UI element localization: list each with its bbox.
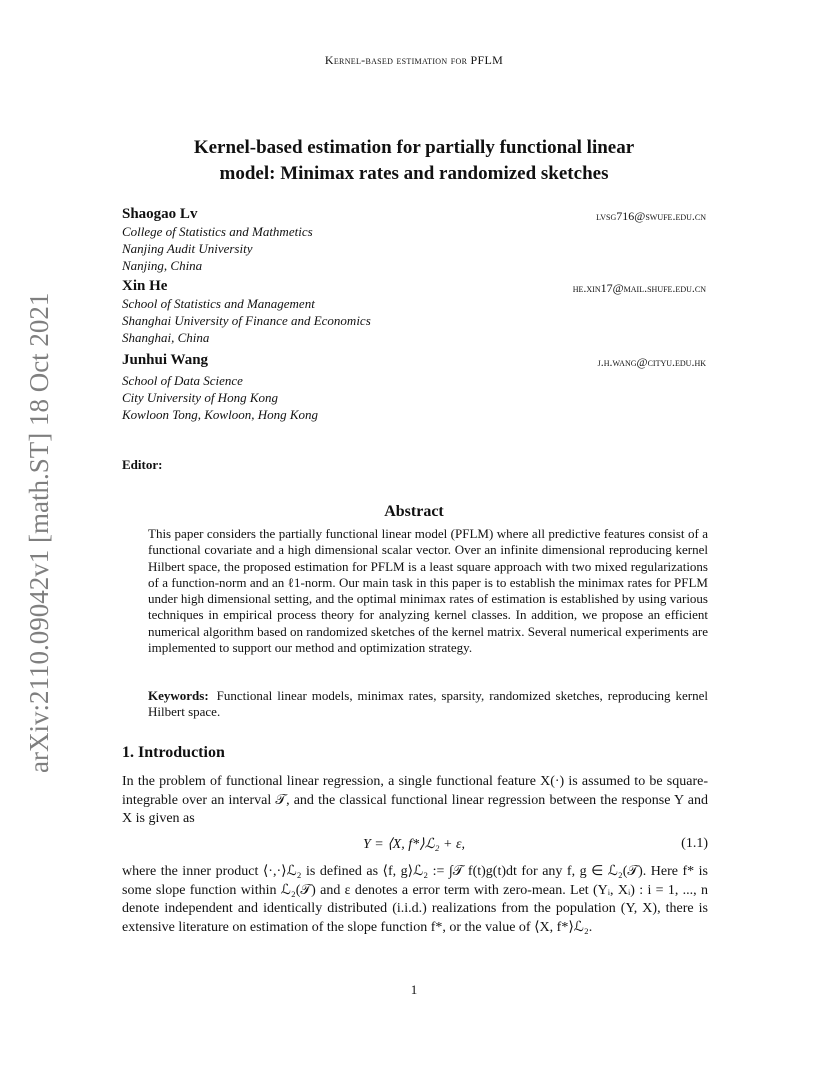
author-email[interactable]: he.xin17@mail.shufe.edu.cn xyxy=(572,281,706,295)
keywords-text: Functional linear models, minimax rates, sparsity, randomized sketches, reproducing kernel Hilbert space. xyxy=(148,688,708,720)
intro-paragraph-1: In the problem of functional linear regression, a single functional feature X(·) is assumed to be square-integrable over an interval 𝒯, and the classical functional linear regression between the response Y and X is given as xyxy=(122,774,708,827)
abstract-heading: Abstract xyxy=(384,503,444,520)
author-email[interactable]: j.h.wang@cityu.edu.hk xyxy=(597,355,706,369)
author-affiliation: College of Statistics and Mathmetics Nanjing Audit University Nanjing, China xyxy=(122,224,313,273)
abstract-body: This paper considers the partially functional linear model (PFLM) where all predictive features consist of a functional covariate and a high dimensional scalar vector. Over an infinite dimensional reproducing kernel Hilbert space, the proposed estimation for PFLM is a least square approach with two mixed regularizations of a function-norm and an ℓ1-norm. Our main task in this paper is to establish the minimax rates for PFLM under high dimensional setting, and the optimal minimax rates of estimation is established by using various techniques in empirical process theory for analyzing kernel classes. In addition, we propose an efficient numerical algorithm based on randomized sketches of the kernel matrix. Several numerical experiments are implemented to support our method and optimization strategy. xyxy=(148,526,708,656)
section-heading: 1. Introduction xyxy=(122,744,225,761)
keywords-label: Keywords: xyxy=(148,688,209,703)
arxiv-stamp: arXiv:2110.09042v1 [math.ST] 18 Oct 2021 xyxy=(24,292,54,773)
page-number: 1 xyxy=(410,982,418,997)
author-name: Junhui Wang xyxy=(122,352,209,368)
author-affiliation: School of Data Science City University of Hong Kong Kowloon Tong, Kowloon, Hong Kong xyxy=(122,373,319,422)
paper-title xyxy=(120,135,708,187)
author-name: Shaogao Lv xyxy=(122,206,198,222)
editor-label: Editor: xyxy=(122,457,163,472)
equation-body: Y = ⟨X, f*⟩ℒ₂ + ε, xyxy=(362,837,465,852)
running-head: Kernel-based estimation for PFLM xyxy=(324,53,504,67)
title-line-1: Kernel-based estimation for partially functional linear xyxy=(193,137,635,158)
author-name: Xin He xyxy=(122,278,168,294)
intro-paragraph-2: where the inner product ⟨·,·⟩ℒ₂ is defined as ⟨f, g⟩ℒ₂ := ∫𝒯 f(t)g(t)dt for any f, g ∈ ℒ₂(𝒯). Here f* is some slope function within ℒ₂(𝒯) and ε denotes a error term with zero-mean. Let (Yᵢ, Xᵢ) : i = 1, ..., n denote independent and identically distributed (i.i.d.) realizations from the population (Y, X), there is extensive literature on estimation of the slope function f*, or the value of ⟨X, f*⟩ℒ₂. xyxy=(122,864,708,935)
author-affiliation: School of Statistics and Management Shanghai University of Finance and Economics Shanghai, China xyxy=(122,296,371,345)
title-line-2: model: Minimax rates and randomized sketches xyxy=(219,163,609,184)
author-email[interactable]: lvsg716@swufe.edu.cn xyxy=(596,209,706,223)
equation-number: (1.1) xyxy=(681,836,708,851)
keywords xyxy=(148,688,708,721)
